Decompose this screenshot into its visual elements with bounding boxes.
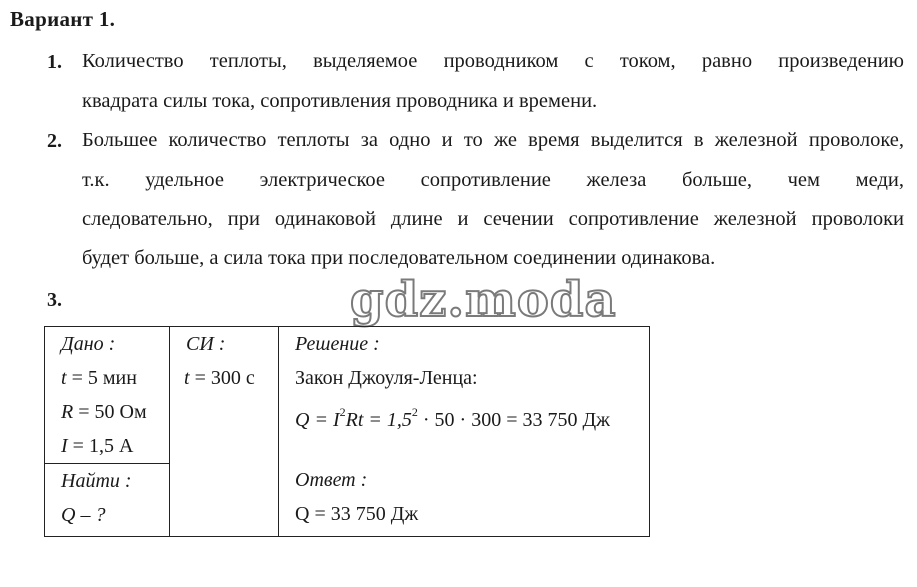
given-i: I = 1,5 А [61,435,134,457]
item-2-line-1: Большее количество теплоты за одно и то же время выделится в железной проволоке, [82,129,904,151]
item-2-number: 2. [47,130,62,152]
si-t: t = 300 с [184,367,255,389]
solution-cell [279,327,650,537]
given-cell [45,327,170,464]
given-t: t = 5 мин [61,367,137,389]
item-1-line-1: Количество теплоты, выделяемое проводником с током, равно произведению [82,50,904,72]
solution-header: Решение : [295,333,380,355]
law-text: Закон Джоуля-Ленца: [295,367,478,389]
item-1-number: 1. [47,51,62,73]
item-2-line-2: т.к. удельное электрическое сопротивление железа больше, чем меди, [82,169,904,191]
answer-value: Q = 33 750 Дж [295,503,419,525]
solution-table [44,326,650,537]
item-2-line-4: будет больше, а сила тока при последовательном соединении одинакова. [82,247,716,269]
item-3-number: 3. [47,289,62,311]
answer-header: Ответ : [295,469,368,491]
item-2-line-3: следовательно, при одинаковой длине и сечении сопротивление железной проволоки [82,208,904,230]
given-r: R = 50 Ом [61,401,147,423]
si-cell [170,327,279,537]
si-header: СИ : [186,333,226,355]
given-header: Дано : [61,333,116,355]
find-cell [45,464,170,537]
find-value: Q – ? [61,504,106,526]
find-header: Найти : [61,470,132,492]
variant-title: Вариант 1. [10,7,116,31]
item-1-line-2: квадрата силы тока, сопротивления проводника и времени. [82,90,598,112]
formula: $Q = I^2Rt = 1,5^2 \cdot 50 \cdot 300 = 33$ 750 Дж [295,405,610,431]
spacer [279,429,649,463]
watermark: gdz.moda [350,272,617,328]
